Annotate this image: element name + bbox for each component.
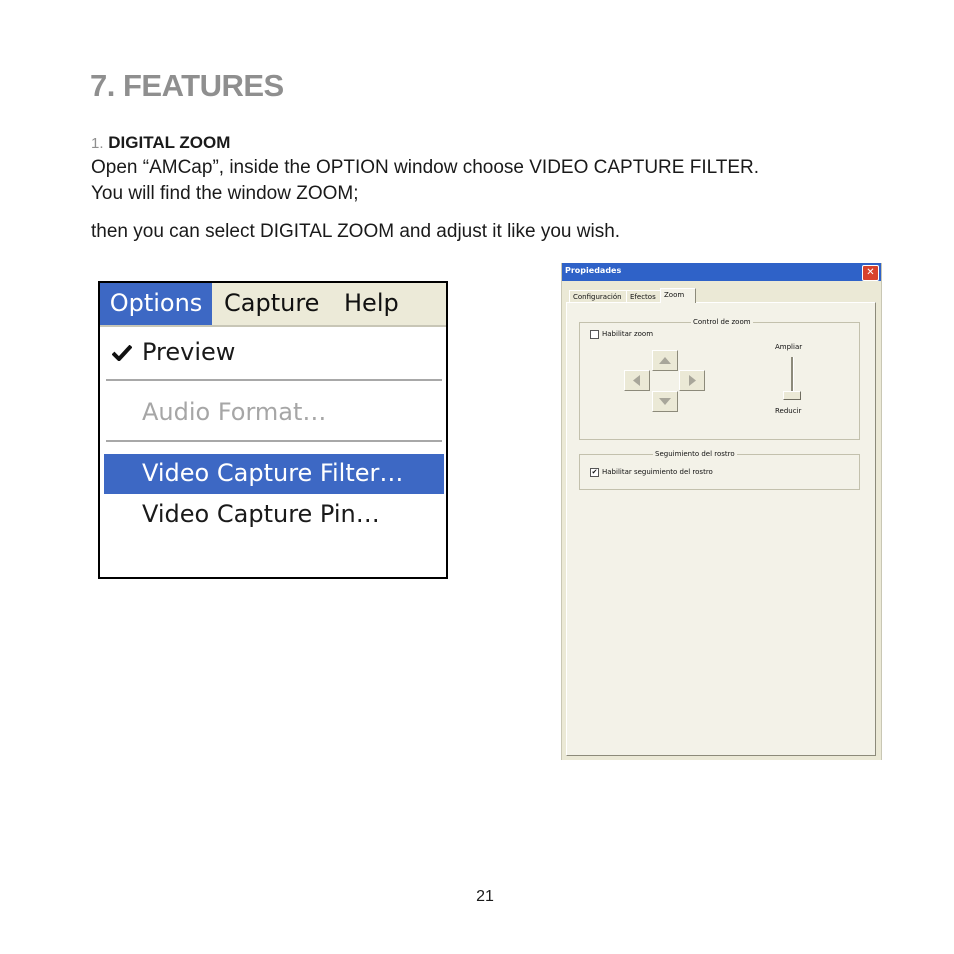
menu-options[interactable]: Options [100, 283, 212, 325]
menu-item-label: Video Capture Filter… [142, 459, 404, 487]
zoom-control-group [579, 318, 860, 440]
menu-item-video-capture-filter[interactable] [104, 454, 444, 494]
group-label: Seguimiento del rostro [655, 450, 735, 458]
tab-zoom[interactable]: Zoom [660, 288, 696, 303]
zoom-in-label: Ampliar [775, 343, 803, 351]
instruction-line-2: You will find the window ZOOM; [91, 183, 359, 204]
pan-right-button[interactable] [679, 370, 705, 391]
subsection-number: 1. [91, 135, 104, 152]
group-label: Control de zoom [693, 318, 751, 326]
menu-help[interactable]: Help [344, 289, 399, 317]
properties-dialog [561, 263, 882, 760]
menu-separator [106, 379, 442, 382]
enable-zoom-label: Habilitar zoom [602, 330, 654, 338]
menu-separator [106, 440, 442, 443]
dialog-title: Propiedades [565, 266, 622, 275]
arrow-right-icon [680, 371, 704, 390]
pan-up-button[interactable] [652, 350, 678, 371]
zoom-slider-thumb[interactable] [783, 391, 801, 400]
checkmark-icon [112, 345, 132, 361]
menu-item-label: Video Capture Pin… [142, 500, 380, 528]
zoom-out-label: Reducir [775, 407, 802, 415]
subsection-heading [91, 133, 230, 153]
pan-left-button[interactable] [624, 370, 650, 391]
arrow-left-icon [625, 371, 649, 390]
instruction-line-3: then you can select DIGITAL ZOOM and adjust it like you wish. [91, 221, 621, 242]
subsection-title: DIGITAL ZOOM [108, 133, 231, 152]
enable-face-tracking-checkbox[interactable]: ✔ [591, 468, 598, 476]
enable-zoom-checkbox[interactable] [590, 330, 599, 339]
menu-item-video-capture-pin[interactable] [104, 495, 444, 535]
close-icon[interactable]: ✕ [862, 265, 879, 281]
options-menu-screenshot [98, 281, 448, 579]
tab-efectos[interactable]: Efectos [626, 290, 664, 303]
tab-configuracion[interactable]: Configuración [569, 290, 630, 303]
arrow-down-icon [653, 392, 677, 411]
instruction-line-1: Open “AMCap”, inside the OPTION window choose VIDEO CAPTURE FILTER. [91, 157, 760, 178]
menu-item-label: Preview [142, 338, 236, 366]
menubar [100, 283, 446, 327]
menu-item-audio-format [104, 393, 444, 433]
menu-item-preview[interactable] [104, 333, 444, 373]
pan-down-button[interactable] [652, 391, 678, 412]
enable-face-tracking-label: Habilitar seguimiento del rostro [602, 468, 713, 476]
instructions-paragraph [91, 155, 759, 207]
section-title: 7. FEATURES [90, 68, 284, 103]
page-number: 21 [476, 888, 494, 905]
dialog-titlebar [562, 263, 881, 281]
face-tracking-group [579, 450, 860, 490]
arrow-up-icon [653, 351, 677, 370]
menu-item-label: Audio Format… [142, 398, 327, 426]
menu-capture[interactable]: Capture [224, 289, 320, 317]
zoom-tab-panel [566, 302, 876, 756]
